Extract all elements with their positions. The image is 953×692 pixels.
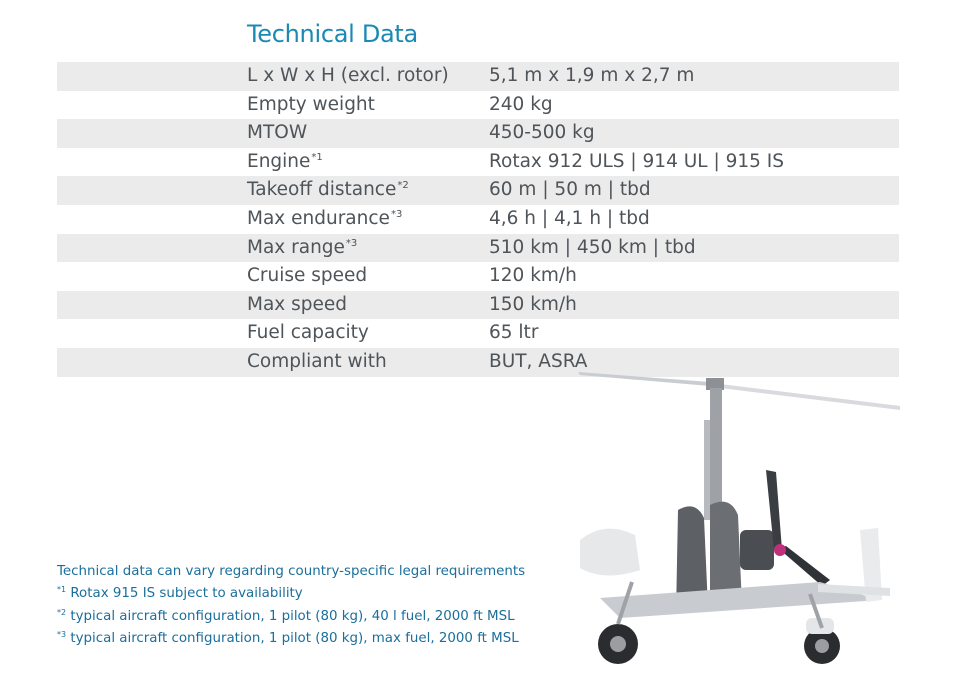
- footnote-3: [57, 626, 525, 648]
- footnote-mark: *2: [57, 607, 67, 617]
- footnote-1: [57, 581, 525, 603]
- spec-label: [247, 94, 375, 115]
- spec-label: [247, 322, 369, 343]
- footnote-mark: *2: [397, 180, 409, 192]
- spec-row: [57, 148, 899, 177]
- spec-label-text: Compliant with: [247, 350, 387, 372]
- spec-label: [247, 65, 449, 86]
- footnote-text: typical aircraft configuration, 1 pilot (80 kg), max fuel, 2000 ft MSL: [70, 630, 519, 646]
- spec-row: [57, 176, 899, 205]
- footnote-mark: *3: [345, 237, 358, 249]
- spec-row: [57, 319, 899, 348]
- spec-label: [247, 151, 323, 172]
- spec-row: [57, 119, 899, 148]
- spec-label-text: Max endurance: [247, 207, 390, 229]
- propeller-spinner: [774, 544, 786, 556]
- spec-row: [57, 262, 899, 291]
- spec-label: [247, 179, 409, 200]
- footnote-2: [57, 604, 525, 626]
- spec-row: [57, 291, 899, 320]
- spec-label-text: Cruise speed: [247, 265, 368, 287]
- spec-value: 150 km/h: [489, 293, 577, 315]
- spec-label-text: MTOW: [247, 122, 308, 144]
- spec-value: BUT, ASRA: [489, 350, 588, 372]
- rotor-blade-right: [720, 384, 900, 410]
- spec-value: 240 kg: [489, 93, 553, 115]
- footnote-mark: *1: [57, 585, 67, 595]
- footnotes: [57, 563, 525, 648]
- page-title: Technical Data: [247, 20, 418, 49]
- spec-label-text: L x W x H (excl. rotor): [247, 65, 449, 86]
- spec-value: 510 km | 450 km | tbd: [489, 236, 696, 258]
- footnote-text: Rotax 915 IS subject to availability: [70, 586, 303, 602]
- spec-label: [247, 294, 347, 315]
- footnote-mark: *3: [57, 629, 67, 639]
- propeller-lower: [778, 546, 830, 586]
- spec-label-text: Max speed: [247, 293, 348, 315]
- spec-label: [247, 351, 387, 372]
- spec-label: [247, 122, 307, 143]
- spec-table: [57, 62, 899, 377]
- spec-row: [57, 234, 899, 263]
- rotor-blade-left: [578, 372, 710, 386]
- spec-label: [247, 265, 367, 286]
- spec-row: [57, 62, 899, 91]
- footnote-mark: *1: [311, 151, 323, 163]
- spec-value: 450-500 kg: [489, 122, 595, 144]
- spec-label: [247, 208, 402, 229]
- spec-label-text: Max range: [247, 236, 345, 258]
- nose-fairing: [580, 529, 640, 576]
- footnote-text: typical aircraft configuration, 1 pilot (80 kg), 40 l fuel, 2000 ft MSL: [70, 608, 515, 624]
- spec-label-text: Takeoff distance: [247, 179, 397, 201]
- footnote-mark: *3: [390, 208, 403, 220]
- spec-label-text: Engine: [247, 150, 311, 172]
- spec-value: 65 ltr: [489, 322, 539, 344]
- spec-value: Rotax 912 ULS | 914 UL | 915 IS: [489, 150, 784, 172]
- spec-label-text: Fuel capacity: [247, 322, 369, 344]
- spec-value: 60 m | 50 m | tbd: [489, 179, 651, 201]
- spec-label-text: Empty weight: [247, 93, 375, 115]
- spec-value: 5,1 m x 1,9 m x 2,7 m: [489, 65, 695, 86]
- spec-value: 120 km/h: [489, 265, 577, 287]
- spec-row: [57, 91, 899, 120]
- engine: [740, 530, 774, 570]
- spec-label: [247, 237, 357, 258]
- notes-intro: Technical data can vary regarding country-specific legal requirements: [57, 564, 526, 579]
- spec-value: 4,6 h | 4,1 h | tbd: [489, 207, 650, 229]
- gyroplane-image: [560, 360, 905, 680]
- spec-row: [57, 205, 899, 234]
